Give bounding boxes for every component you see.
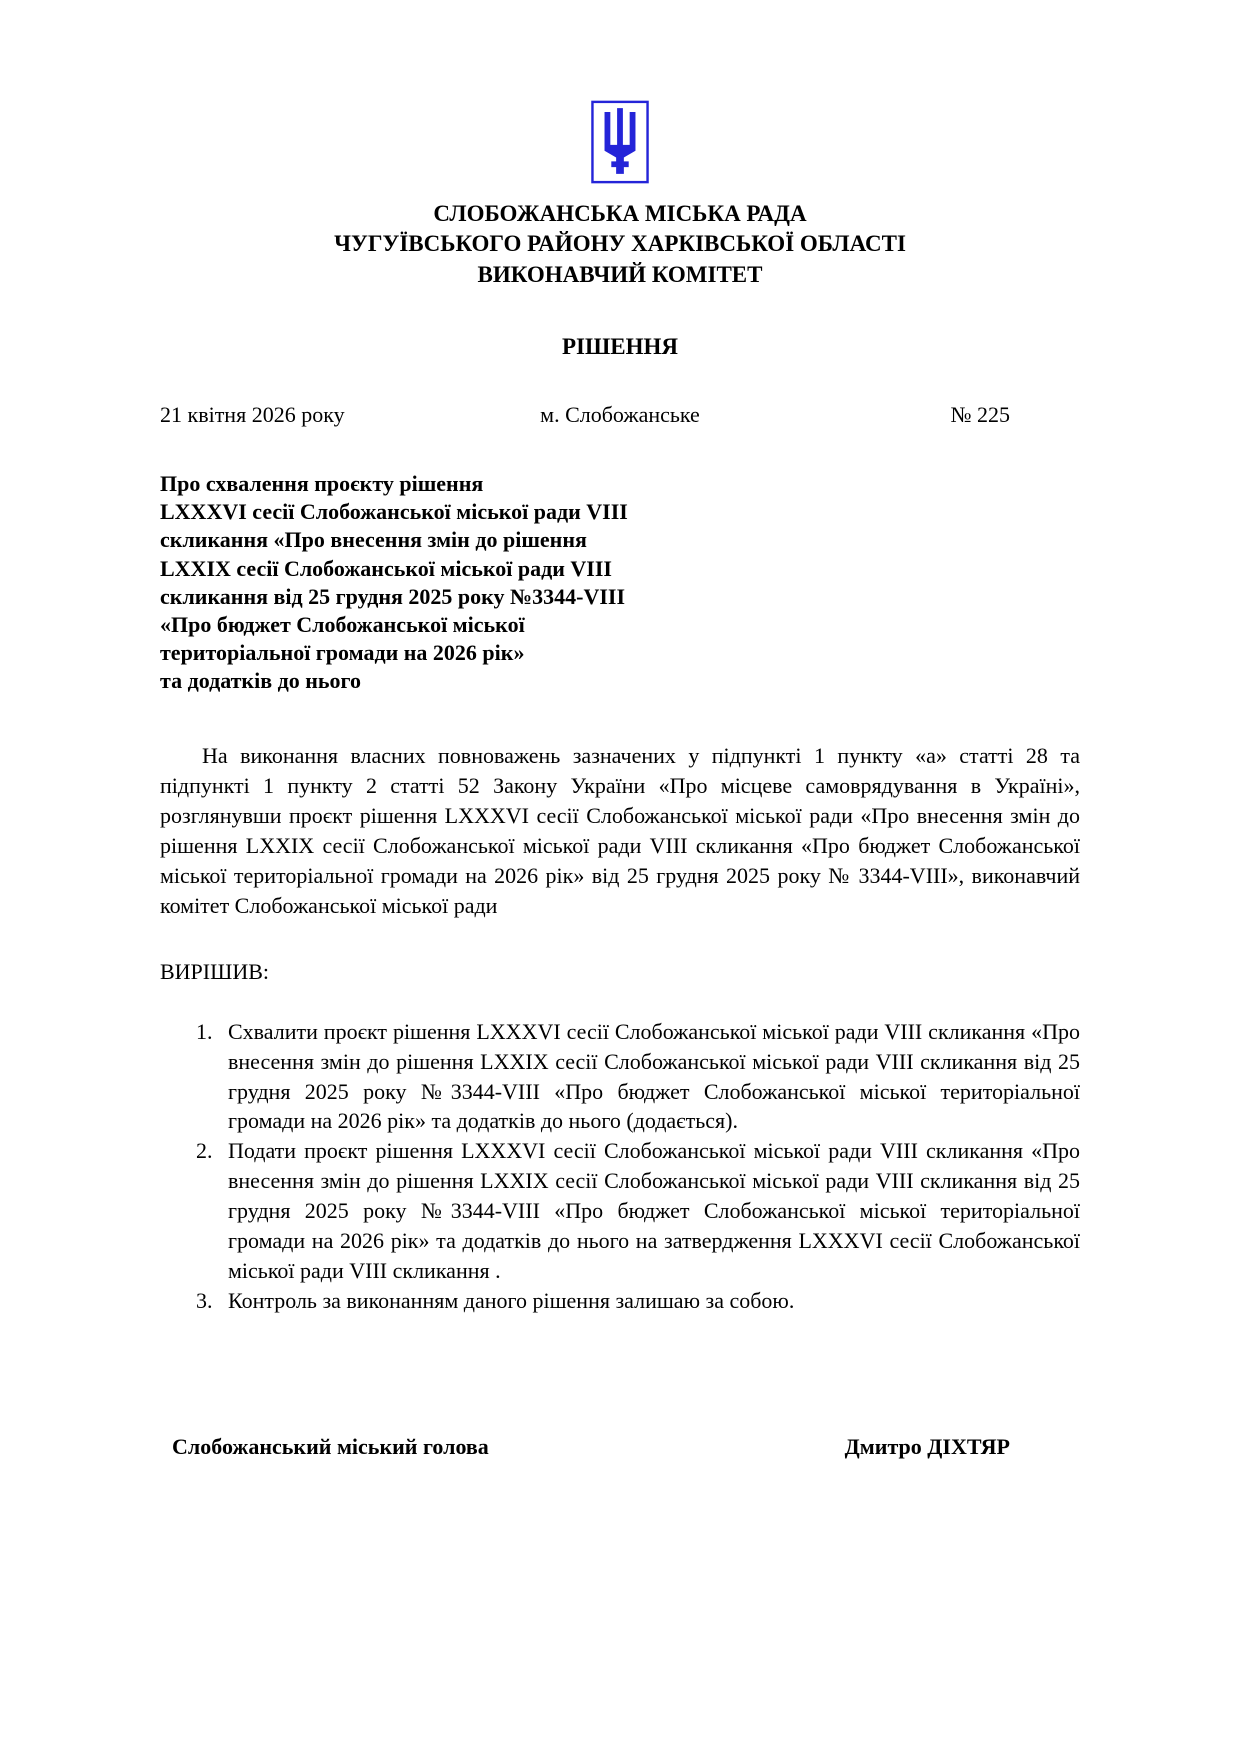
subject-line: «Про бюджет Слобожанської міської [160,611,525,637]
decision-list [160,1017,1080,1316]
intro-paragraph: На виконання власних повноважень зазначених у підпункті 1 пункту «а» статті 28 та підпункті 1 пункту 2 статті 52 Закону України «Про місцеве самоврядування в Україні», розглянувши проєкт рішення LXXXVI сесії Слобожанської міської ради «Про внесення змін до рішення LXXIX сесії Слобожанської міської ради VIII скликання «Про бюджет Слобожанської міської територіальної громади на 2026 рік» від 25 грудня 2025 року № 3344-VIII», виконавчий комітет Слобожанської міської ради [160,743,1080,918]
document-place: м. Слобожанське [540,402,700,428]
document-subject [160,470,720,695]
subject-line: Про схвалення проєкту рішення [160,471,484,497]
list-item-text: Контроль за виконанням даного рішення залишаю за собою. [228,1287,795,1313]
subject-line: LXXXVI сесії Слобожанської міської ради VIII [160,499,628,525]
subject-line: LXXIX сесії Слобожанської міської ради VIII [160,555,612,581]
list-item-number: 3. [196,1287,213,1313]
list-item-text: Схвалити проєкт рішення LXXXVI сесії Слобожанської міської ради VIII скликання «Про внесення змін до рішення LXXIX сесії Слобожанської міської ради VIII скликання від 25 грудня 2025 року №3344-VIII «Про бюджет Слобожанської міської територіальної громади на 2026 рік» та додатків до нього (додається). [228,1018,1080,1134]
list-item [160,1136,1080,1286]
list-item [160,1286,1080,1316]
subject-line: скликання «Про внесення змін до рішення [160,527,587,553]
signatory-title: Слобожанський міський голова [172,1433,489,1459]
coat-of-arms [160,100,1080,189]
subject-line: та додатків до нього [160,668,361,694]
signatory-name: Дмитро ДІХТЯР [844,1433,1010,1459]
document-number: № 225 [950,402,1010,428]
org-name-line2: ЧУГУЇВСЬКОГО РАЙОНУ ХАРКІВСЬКОЇ ОБЛАСТІ [334,231,906,257]
subject-line: скликання від 25 грудня 2025 року №3344-VIII [160,583,626,609]
list-item-text: Подати проєкт рішення LXXXVI сесії Слобожанської міської ради VIII скликання «Про внесення змін до рішення LXXIX сесії Слобожанської міської ради VIII скликання від 25 грудня 2025 року №3344-VIII «Про бюджет Слобожанської міської територіальної громади на 2026 рік» та додатків до нього на затвердження LXXXVI сесії Слобожанської міської ради VIII скликання . [228,1138,1080,1284]
document-date: 21 квітня 2026 року [160,402,345,428]
subject-line: територіальної громади на 2026 рік» [160,640,525,666]
org-name-line3: ВИКОНАВЧИЙ КОМІТЕТ [477,261,763,287]
org-name-line1: СЛОБОЖАНСЬКА МІСЬКА РАДА [433,201,807,226]
signature-row [160,1434,1080,1460]
organization-header [160,199,1080,290]
resolved-label: ВИРІШИВ: [160,958,269,984]
tryzub-icon [591,100,649,184]
list-item-number: 2. [196,1138,213,1164]
document-type-title: РІШЕННЯ [562,334,678,360]
list-item [160,1017,1080,1137]
list-item-number: 1. [196,1018,213,1044]
document-meta-row [160,402,1080,428]
